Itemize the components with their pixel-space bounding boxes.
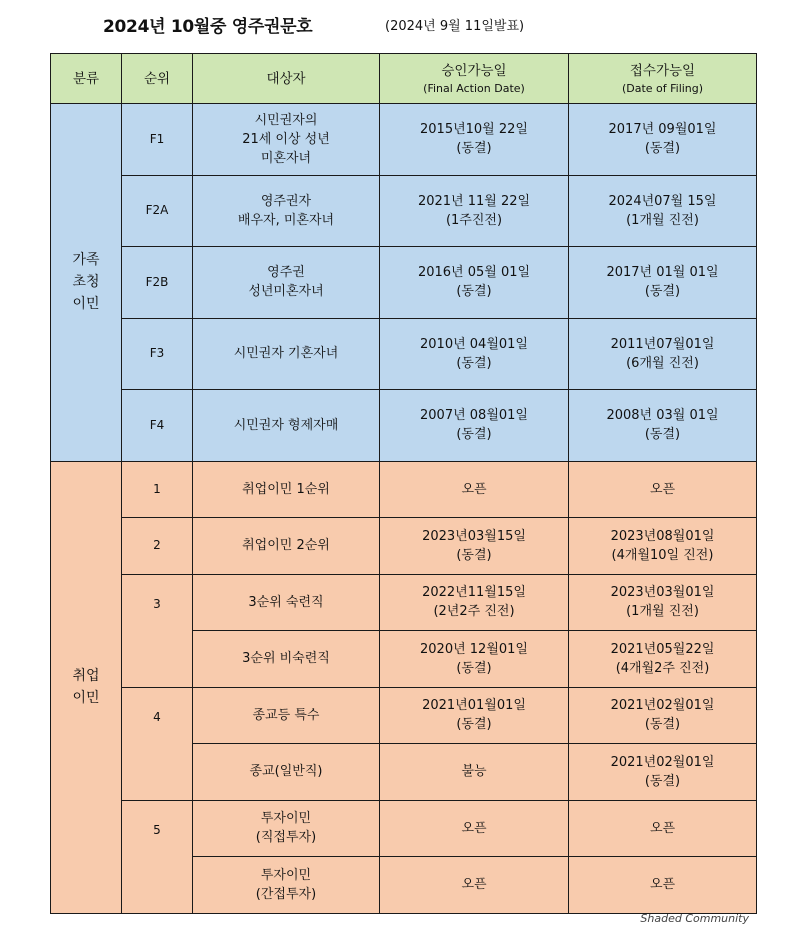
header-rank: 순위 — [122, 54, 193, 104]
rank-cell: F2B — [122, 247, 193, 319]
final-action-cell: 오픈 — [380, 461, 569, 518]
table-row — [51, 104, 757, 176]
rank-cell: F3 — [122, 318, 193, 390]
target-cell: 취업이민 1순위 — [193, 461, 380, 518]
final-action-cell: 2020년 12월01일 (동결) — [380, 631, 569, 688]
header-final-action-date: 승인가능일 (Final Action Date) — [380, 54, 569, 104]
target-cell: 시민권자의 21세 이상 성년 미혼자녀 — [193, 104, 380, 176]
table-row — [51, 800, 757, 857]
final-action-cell: 2015년10월 22일 (동결) — [380, 104, 569, 176]
filing-cell: 2023년08월01일 (4개월10일 진전) — [569, 518, 757, 575]
table-header-row — [51, 54, 757, 104]
rank-cell: F4 — [122, 390, 193, 462]
final-action-cell: 2021년01월01일 (동결) — [380, 687, 569, 744]
table-row — [51, 390, 757, 462]
table-row — [51, 175, 757, 247]
target-cell: 3순위 숙련직 — [193, 574, 380, 631]
header-category: 분류 — [51, 54, 122, 104]
header-target: 대상자 — [193, 54, 380, 104]
final-action-cell: 2023년03월15일 (동결) — [380, 518, 569, 575]
table-row — [51, 318, 757, 390]
header-date-of-filing: 접수가능일 (Date of Filing) — [569, 54, 757, 104]
filing-cell: 2008년 03월 01일 (동결) — [569, 390, 757, 462]
title-row — [0, 0, 800, 48]
target-cell: 종교(일반직) — [193, 744, 380, 801]
page-title: 2024년 10월중 영주권문호 — [103, 17, 313, 37]
filing-cell: 오픈 — [569, 857, 757, 914]
target-cell: 시민권자 기혼자녀 — [193, 318, 380, 390]
rank-cell: 1 — [122, 461, 193, 518]
filing-cell: 오픈 — [569, 800, 757, 857]
rank-cell: 5 — [122, 800, 193, 913]
target-cell: 투자이민 (간접투자) — [193, 857, 380, 914]
filing-cell: 2017년 01월 01일 (동결) — [569, 247, 757, 319]
target-cell: 3순위 비숙련직 — [193, 631, 380, 688]
final-action-cell: 2010년 04월01일 (동결) — [380, 318, 569, 390]
target-cell: 영주권 성년미혼자녀 — [193, 247, 380, 319]
filing-cell: 2011년07월01일 (6개월 진전) — [569, 318, 757, 390]
final-action-cell: 불능 — [380, 744, 569, 801]
filing-cell: 2024년07월 15일 (1개월 진전) — [569, 175, 757, 247]
filing-cell: 2021년05월22일 (4개월2주 진전) — [569, 631, 757, 688]
table-row — [51, 461, 757, 518]
announcement-date: (2024년 9월 11일발표) — [385, 19, 525, 34]
final-action-cell: 2007년 08월01일 (동결) — [380, 390, 569, 462]
table-row — [51, 518, 757, 575]
final-action-cell: 2021년 11월 22일 (1주진전) — [380, 175, 569, 247]
category-family: 가족 초청 이민 — [51, 104, 122, 462]
target-cell: 투자이민 (직접투자) — [193, 800, 380, 857]
table-row — [51, 574, 757, 631]
table-row — [51, 247, 757, 319]
rank-cell: 3 — [122, 574, 193, 687]
footer-credit: Shaded Community — [640, 912, 749, 925]
category-employment: 취업 이민 — [51, 461, 122, 913]
final-action-cell: 오픈 — [380, 857, 569, 914]
final-action-cell: 2022년11월15일 (2년2주 진전) — [380, 574, 569, 631]
final-action-cell: 오픈 — [380, 800, 569, 857]
filing-cell: 2021년02월01일 (동결) — [569, 744, 757, 801]
filing-cell: 2017년 09월01일 (동결) — [569, 104, 757, 176]
rank-cell: 2 — [122, 518, 193, 575]
rank-cell: 4 — [122, 687, 193, 800]
target-cell: 시민권자 형제자매 — [193, 390, 380, 462]
final-action-cell: 2016년 05월 01일 (동결) — [380, 247, 569, 319]
filing-cell: 오픈 — [569, 461, 757, 518]
rank-cell: F2A — [122, 175, 193, 247]
filing-cell: 2021년02월01일 (동결) — [569, 687, 757, 744]
visa-bulletin-table — [50, 53, 757, 914]
filing-cell: 2023년03월01일 (1개월 진전) — [569, 574, 757, 631]
table-row — [51, 687, 757, 744]
target-cell: 취업이민 2순위 — [193, 518, 380, 575]
target-cell: 영주권자 배우자, 미혼자녀 — [193, 175, 380, 247]
rank-cell: F1 — [122, 104, 193, 176]
target-cell: 종교등 특수 — [193, 687, 380, 744]
